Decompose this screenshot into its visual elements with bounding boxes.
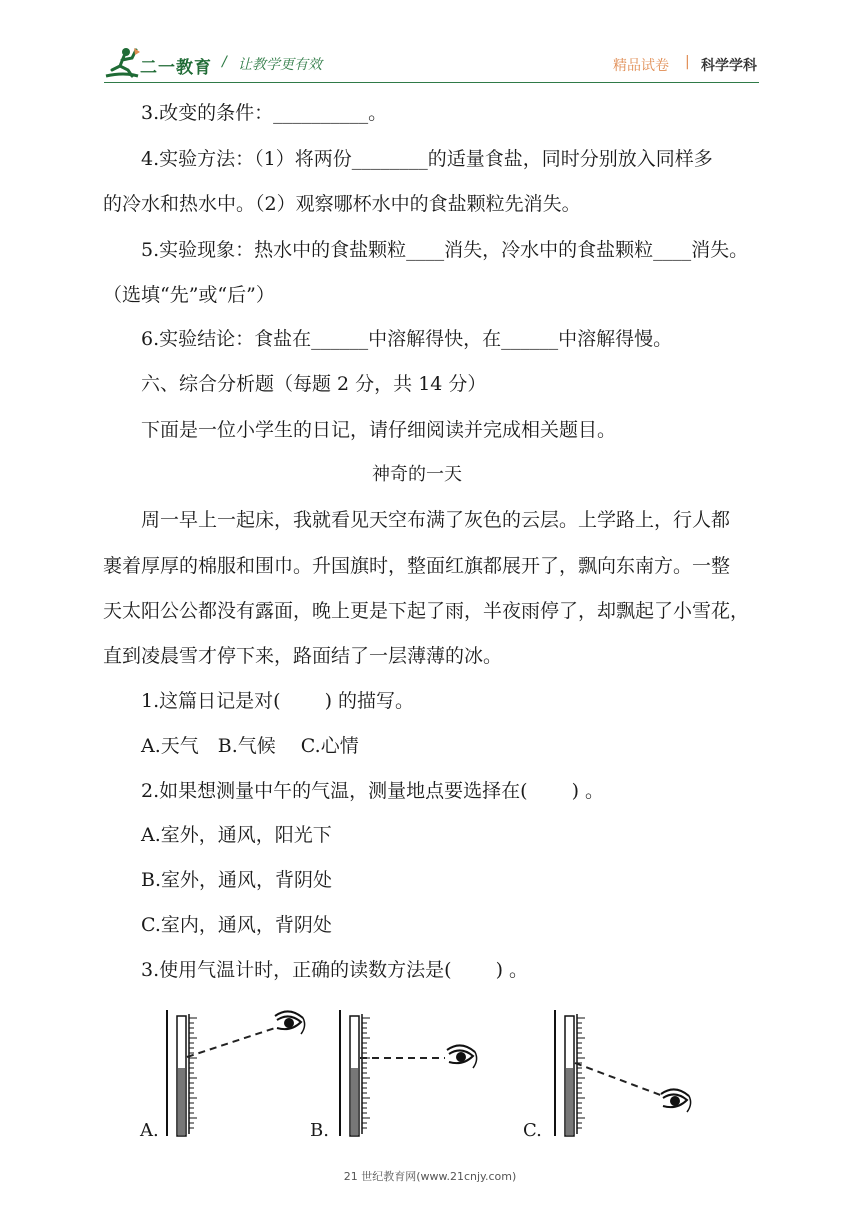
question-changed-condition: 3.改变的条件：__________。 (141, 102, 388, 124)
diary-title: 神奇的一天 (372, 464, 462, 485)
thermometer-reading-illustration (135, 1000, 725, 1150)
question-3: 3.使用气温计时，正确的读数方法是( ) 。 (141, 959, 529, 981)
thermometer-c (555, 1010, 585, 1136)
question-phenomenon-hint: （选填“先”或“后”） (103, 284, 275, 306)
question-2-option-c: C.室内，通风，背阴处 (141, 914, 332, 936)
question-method-line2: 的冷水和热水中。（2）观察哪杯水中的食盐颗粒先消失。 (103, 193, 581, 215)
question-phenomenon: 5.实验现象：热水中的食盐颗粒____消失，冷水中的食盐颗粒____消失。 (141, 239, 749, 261)
eye-c-icon (661, 1089, 691, 1112)
diary-paragraph-line2: 裹着厚厚的棉服和围巾。升国旗时，整面红旗都展开了，飘向东南方。一整 (103, 555, 731, 577)
slogan: 让教学更有效 (238, 57, 322, 73)
figure-option-c: C. (523, 1120, 542, 1141)
tag-quality-paper: 精品试卷 (613, 58, 669, 74)
thermometer-figures (135, 1000, 725, 1150)
question-conclusion: 6.实验结论：食盐在______中溶解得快，在______中溶解得慢。 (141, 328, 673, 350)
thermometer-b (340, 1010, 370, 1136)
header-divider (104, 82, 759, 83)
question-2-option-b: B.室外，通风，背阴处 (141, 869, 333, 891)
question-method-line1: 4.实验方法：（1）将两份________的适量食盐，同时分别放入同样多 (141, 148, 713, 170)
page-footer: 21 世纪教育网(www.21cnjy.com) (343, 1170, 517, 1183)
question-1-options: A.天气 B.气候 C.心情 (141, 735, 359, 757)
eye-b-icon (447, 1045, 477, 1068)
diary-intro: 下面是一位小学生的日记，请仔细阅读并完成相关题目。 (141, 419, 617, 441)
page-header (0, 0, 860, 84)
section-heading: 六、综合分析题（每题 2 分，共 14 分） (141, 373, 487, 395)
diary-paragraph-line3: 天太阳公公都没有露面，晚上更是下起了雨，半夜雨停了，却飘起了小雪花， (103, 600, 750, 622)
question-2-option-a: A.室外，通风，阳光下 (141, 824, 332, 846)
question-1: 1.这篇日记是对( ) 的描写。 (141, 690, 415, 712)
tag-separator: | (685, 54, 690, 70)
diary-paragraph-line1: 周一早上一起床，我就看见天空布满了灰色的云层。上学路上，行人都 (141, 509, 731, 531)
diary-paragraph-line4: 直到凌晨雪才停下来，路面结了一层薄薄的冰。 (103, 645, 503, 667)
question-2: 2.如果想测量中午的气温，测量地点要选择在( ) 。 (141, 780, 605, 802)
figure-option-b: B. (310, 1120, 329, 1141)
logo-text: 二一教育 (140, 58, 212, 78)
eye-a-icon (275, 1011, 305, 1034)
figure-option-a: A. (140, 1120, 159, 1141)
thermometer-a (167, 1010, 197, 1136)
tag-subject: 科学学科 (701, 58, 757, 74)
slogan-slash: / (222, 54, 227, 70)
